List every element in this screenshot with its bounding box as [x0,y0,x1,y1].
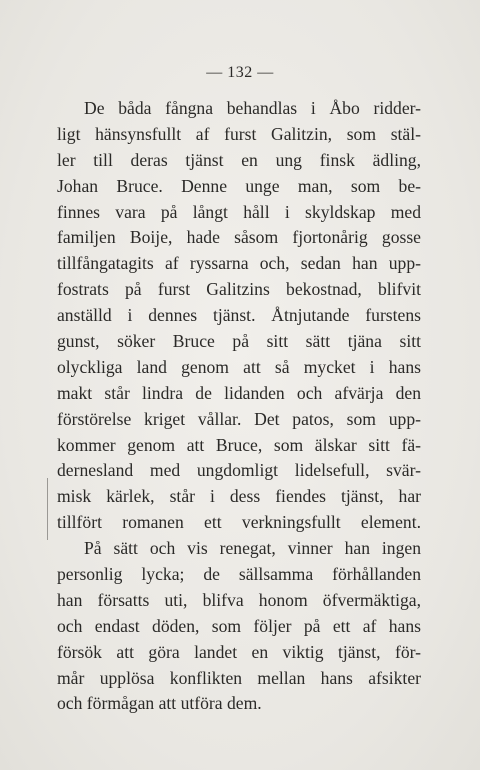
text-line: tillfångatagits af ryssarna och, sedan han upp- [57,253,421,274]
text-line: förstörelse kriget vållar. Det patos, som upp- [57,408,421,429]
text-line: han försatts uti, blifva honom öfvermäktiga, [57,589,421,610]
text-line: försök att göra landet en viktig tjänst, för- [57,641,421,662]
text-line: familjen Boije, hade såsom fjortonårig gosse [57,227,421,248]
text-line: misk kärlek, står i dess fiendes tjänst, har [57,486,421,507]
text-line: ler till deras tjänst en ung finsk ädling, [57,149,421,170]
body-text [57,96,421,717]
margin-pencil-mark [47,478,48,540]
text-line: ligt hänsynsfullt af furst Galitzin, som stäl- [57,123,421,144]
text-line: olyckliga land genom att så mycket i hans [57,356,421,377]
text-line: och förmågan att utföra dem. [57,693,262,714]
text-line: personlig lycka; de sällsamma förhållanden [57,564,421,585]
text-line: På sätt och vis renegat, vinner han ingen [84,538,421,559]
text-line: makt står lindra de lidanden och afvärja den [57,382,421,403]
text-line: dernesland med ungdomligt lidelsefull, svär- [57,460,421,481]
text-line: kommer genom att Bruce, som älskar sitt fä- [57,434,421,455]
text-line: De båda fångna behandlas i Åbo ridder- [84,98,421,118]
text-line: och endast döden, som följer på ett af hans [57,615,421,636]
text-line: anställd i dennes tjänst. Åtnjutande furstens [57,305,421,326]
text-line: gunst, söker Bruce på sitt sätt tjäna sitt [57,331,421,352]
text-line: finnes vara på långt håll i skyldskap med [57,201,421,222]
text-line: Johan Bruce. Denne unge man, som be- [57,175,421,196]
text-line: tillfört romanen ett verkningsfullt element. [57,512,421,533]
text-line: mår upplösa konflikten mellan hans afsikter [57,667,421,688]
text-line: fostrats på furst Galitzins bekostnad, blifvit [57,279,421,300]
page-number: — 132 — [206,64,274,81]
